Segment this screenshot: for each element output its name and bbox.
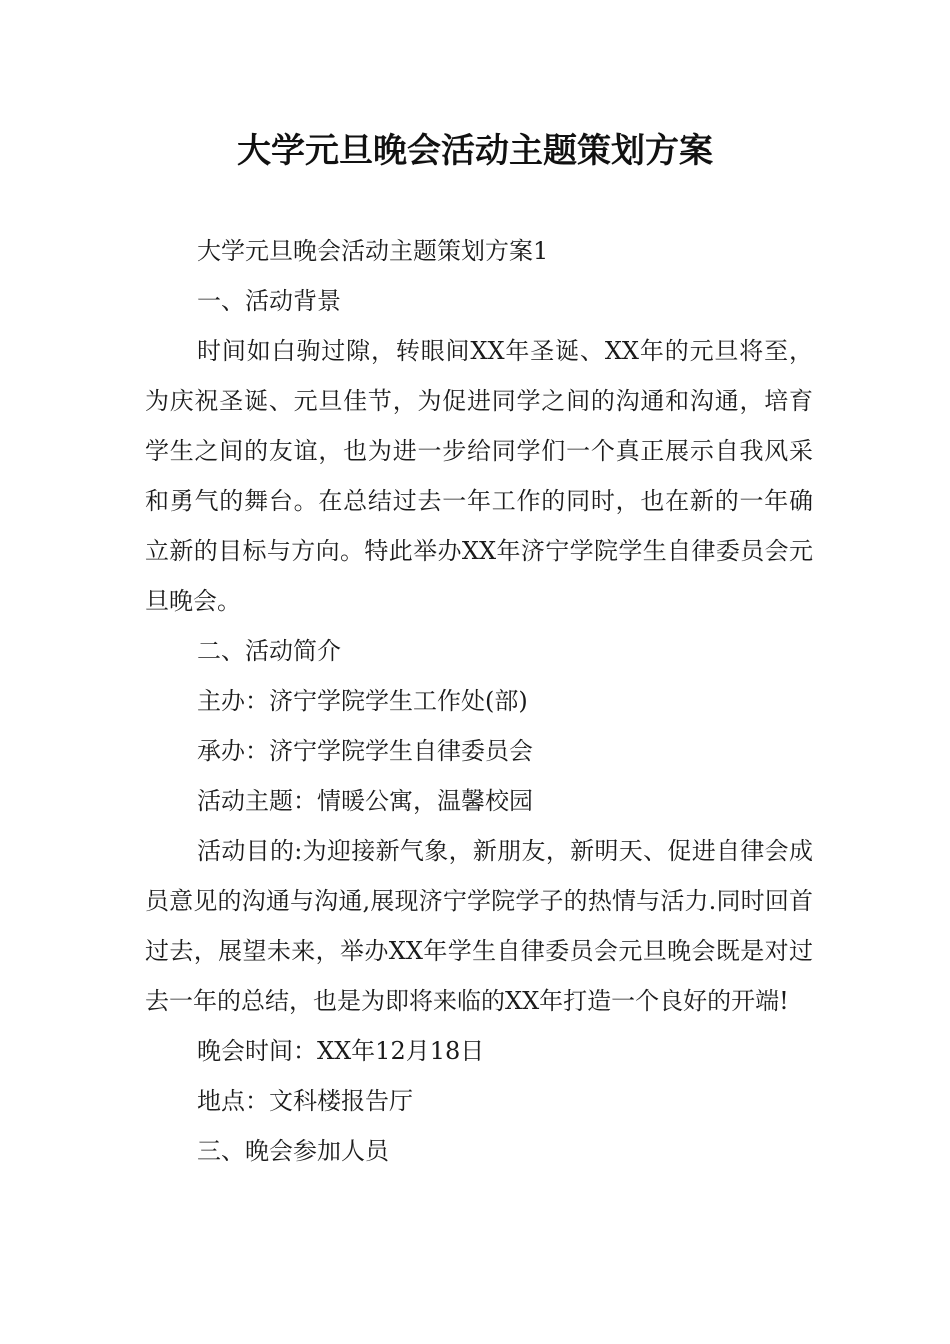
document-title: 大学元旦晚会活动主题策划方案 bbox=[237, 131, 713, 171]
organizer-line: 主办：济宁学院学生工作处(部) bbox=[197, 687, 528, 715]
document-body bbox=[145, 226, 813, 1176]
purpose-paragraph: 活动目的:为迎接新气象，新朋友，新明天、促进自律会成员意见的沟通与沟通,展现济宁学院学子的热情与活力.同时回首过去，展望未来，举办XX年学生自律委员会元旦晚会既是对过去一年的总结，也是为即将来临的XX年打造一个良好的开端! bbox=[145, 837, 813, 1015]
location-line: 地点：文科楼报告厅 bbox=[197, 1087, 413, 1115]
subtitle-paragraph: 大学元旦晚会活动主题策划方案1 bbox=[197, 237, 549, 265]
background-paragraph: 时间如白驹过隙，转眼间XX年圣诞、XX年的元旦将至，为庆祝圣诞、元旦佳节，为促进同学之间的沟通和沟通，培育学生之间的友谊，也为进一步给同学们一个真正展示自我风采和勇气的舞台。在总结过去一年工作的同时，也在新的一年确立新的目标与方向。特此举办XX年济宁学院学生自律委员会元旦晚会。 bbox=[145, 337, 813, 615]
section-heading-background: 一、活动背景 bbox=[197, 287, 341, 315]
event-time-line: 晚会时间：XX年12月18日 bbox=[197, 1037, 485, 1065]
theme-line: 活动主题：情暖公寓，温馨校园 bbox=[197, 787, 533, 815]
section-heading-participants: 三、晚会参加人员 bbox=[197, 1137, 389, 1165]
section-heading-intro: 二、活动简介 bbox=[197, 637, 341, 665]
co-organizer-line: 承办：济宁学院学生自律委员会 bbox=[197, 737, 533, 765]
